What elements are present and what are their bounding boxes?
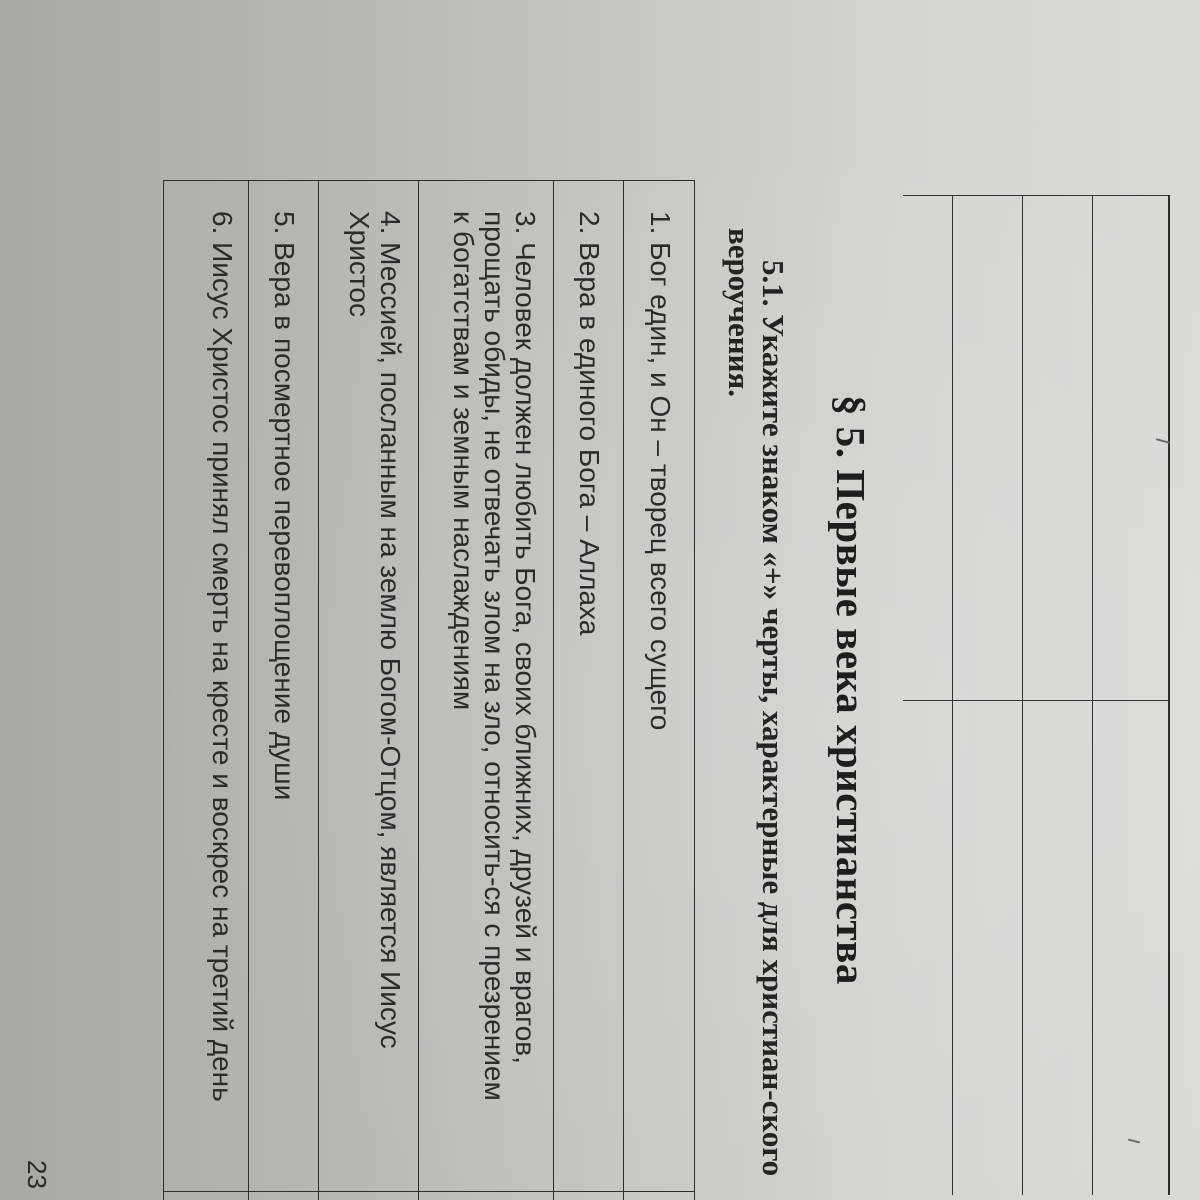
statement-text: 4. Мессией, посланным на землю Богом-Отцом, является Иисус Христос — [344, 211, 406, 1049]
table-row-line — [1092, 195, 1093, 1195]
statement-text: 5. Вера в посмертное перевоплощение души — [269, 211, 300, 801]
statement-text: 6. Иисус Христос принял смерть на кресте и воскрес на третий день — [207, 211, 238, 1102]
table-row-line — [1022, 195, 1023, 1195]
statement-text: 3. Человек должен любить Бога, своих ближних, друзей и врагов, прощать обиды, не отвечать злом на зло, относить-ся с презрением к богатствам и земным наслаждениям — [448, 211, 541, 1101]
answer-column-divider — [164, 1191, 694, 1192]
table-row — [248, 181, 319, 1200]
table-row — [553, 181, 624, 1200]
table-column-line — [903, 700, 1168, 701]
section-title: § 5. Первые века христианства — [828, 395, 874, 985]
statement-text: 2. Вера в единого Бога – Аллаха — [574, 211, 605, 636]
statement-text: 1. Бог един, и Он – творец всего сущего — [645, 211, 676, 731]
table-column-line — [903, 195, 1168, 196]
page-number: 23 — [22, 1160, 52, 1189]
task-text: Укажите знаком «+» черты, характерные для христиан-ского вероучения. — [722, 228, 791, 1177]
statements-table — [163, 180, 695, 1200]
table-row — [418, 181, 554, 1200]
previous-exercise-table — [903, 195, 1170, 1195]
table-row — [163, 181, 249, 1200]
table-row-line — [952, 195, 953, 1195]
task-instruction — [722, 228, 790, 1188]
table-row — [318, 181, 419, 1200]
task-number: 5.1. — [756, 260, 791, 307]
table-row — [624, 181, 694, 1200]
